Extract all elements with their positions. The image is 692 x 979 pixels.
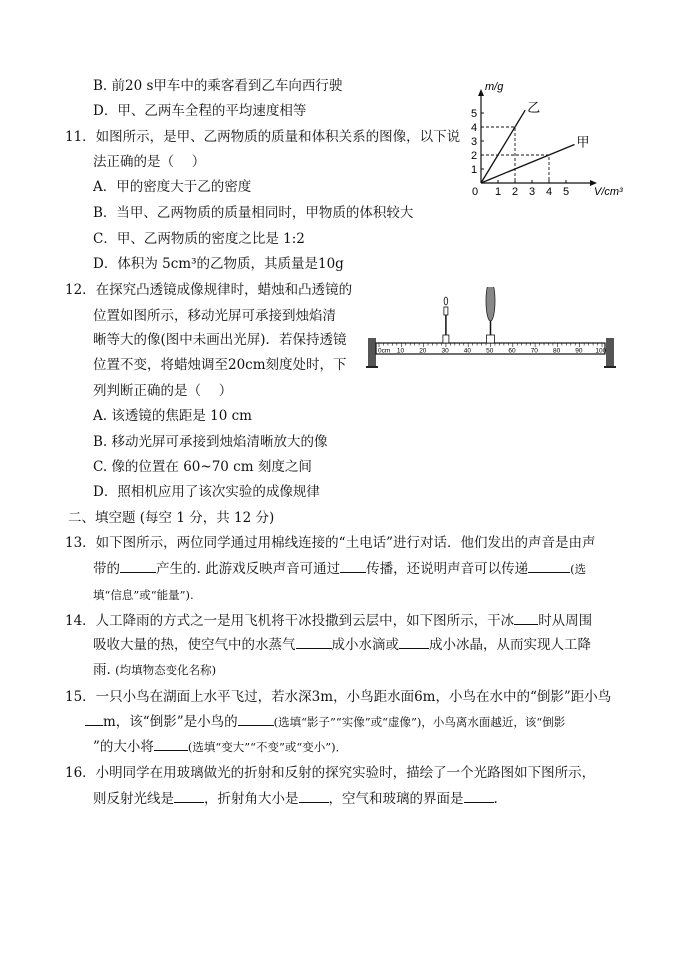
right-support [606, 338, 614, 367]
q16-blank-2[interactable] [299, 790, 329, 803]
q12-stem-line3: 晰等大的像(图中未画出光屏)．若保持透镜 [93, 332, 347, 348]
y-axis-arrow [478, 89, 484, 96]
q14-blank-1[interactable] [514, 612, 538, 625]
q15-line2 [85, 713, 565, 731]
scale-tick-label: 70 [530, 347, 538, 355]
scale-tick-label: 10 [396, 347, 405, 355]
convex-lens [486, 287, 495, 321]
q12-stem-line2: 位置如图所示，移动光屏可承接到烛焰清 [93, 308, 336, 324]
q11-stem-line2: 法正确的是（ ） [93, 154, 206, 170]
q11-option-b: B．当甲、乙两物质的质量相同时，甲物质的体积较大 [93, 205, 414, 221]
q14-text-a: 14．人工降雨的方式之一是用飞机将干冰投撒到云层中，如下图所示，干冰 [65, 613, 515, 629]
series-label: 甲 [576, 134, 590, 150]
scale-tick-label: 50 [486, 347, 494, 355]
q13-line2 [93, 560, 586, 578]
x-tick-label: 0 [472, 186, 479, 198]
q11-stem-line1: 11．如图所示，是甲、乙两物质的质量和体积关系的图像，以下说 [65, 129, 461, 145]
option-b-prev: B. 前20 s甲车中的乘客看到乙车向西行驶 [93, 78, 343, 94]
q14-text-b: 时从周围 [538, 613, 593, 629]
q13-text-a: 带的 [93, 561, 120, 577]
series-label: 乙 [527, 100, 541, 116]
q15-blank-3[interactable] [154, 738, 188, 751]
series-line-yi [481, 110, 525, 183]
q15-line3 [93, 738, 347, 756]
scale-tick-label: 20 [419, 347, 427, 355]
q14-line1 [65, 612, 592, 630]
q14-line2 [93, 636, 591, 654]
q13-text-d: (选 [570, 562, 587, 576]
q12-stem-line5: 列判断正确的是（ ） [93, 383, 233, 399]
q16-text-d: . [493, 791, 498, 807]
candle-body [444, 307, 448, 315]
q15-line1: 15．一只小鸟在湖面上水平飞过，若水深3m，小鸟距水面6m，小鸟在水中的“倒影”距小鸟 [65, 689, 612, 705]
y-tick-label: 5 [471, 108, 478, 120]
q12-option-c: C. 像的位置在 60~70 cm 刻度之间 [93, 459, 312, 475]
q15-text-d: (选填“变大”“不变”或“变小”)． [187, 740, 348, 754]
x-axis-label: V/cm³ [594, 186, 623, 198]
mass-volume-graph [455, 80, 630, 205]
y-tick-label: 1 [471, 164, 478, 176]
q11-option-a: A．甲的密度大于乙的密度 [93, 179, 252, 195]
q14-text-f: 雨. [93, 662, 116, 678]
lens-holder [487, 335, 495, 343]
scale-tick-label: 40 [463, 347, 472, 355]
q16-line1: 16．小明同学在用玻璃做光的折射和反射的探究实验时，描绘了一个光路图如下图所示， [65, 765, 596, 781]
candle-flame [444, 297, 448, 305]
scale-tick-label: 30 [441, 347, 449, 355]
q15-text-c: ”的大小将 [93, 739, 154, 755]
scale-tick-label: 80 [553, 347, 561, 355]
q14-line3 [93, 661, 216, 679]
q16-text-c: ，空气和玻璃的界面是 [328, 791, 464, 807]
option-d-prev: D．甲、乙两车全程的平均速度相等 [93, 103, 307, 119]
q14-text-g: (均填物态变化名称) [115, 663, 217, 677]
x-tick-label: 3 [529, 186, 536, 198]
q15-blank-1[interactable] [85, 713, 103, 726]
q16-blank-3[interactable] [464, 790, 494, 803]
optical-bench-figure [366, 287, 616, 372]
y-tick-label: 2 [471, 150, 478, 162]
q12-option-a: A. 该透镜的焦距是 10 cm [93, 408, 252, 424]
x-tick-label: 1 [495, 186, 502, 198]
q13-text-b: 产生的. 此游戏反映声音可通过 [156, 561, 341, 577]
q13-line1: 13．如下图所示，两位同学通过用棉线连接的“土电话”进行对话．他们发出的声音是由声 [65, 535, 596, 551]
x-tick-label: 5 [563, 186, 570, 198]
y-tick-label: 3 [471, 136, 478, 148]
q13-text-c: 传播，还说明声音可以传递 [366, 561, 529, 577]
left-support [368, 338, 376, 367]
q14-blank-3[interactable] [399, 636, 429, 649]
scale-zero-label: 0cm [378, 347, 391, 355]
x-tick-label: 4 [546, 186, 553, 198]
q13-line3: 填“信息”或“能量”). [93, 588, 194, 602]
q15-text-b: (选填“影子”“实像”或“虚像”)，小鸟离水面越近，该“倒影 [273, 715, 566, 729]
section-fill-in-heading: 二、填空题 (每空 1 分，共 12 分) [68, 510, 275, 526]
q14-text-c: 吸收大量的热，使空气中的水蒸气 [93, 637, 296, 653]
series-line-jia [481, 145, 575, 184]
q16-text-b: ，折射角大小是 [204, 791, 299, 807]
q16-text-a: 则反射光线是 [93, 791, 174, 807]
q16-line2 [93, 790, 498, 808]
y-axis-label: m/g [485, 81, 504, 93]
scale-tick-label: 100 [595, 347, 607, 355]
q12-option-d: D．照相机应用了该次实验的成像规律 [93, 484, 320, 500]
q15-blank-2[interactable] [238, 713, 274, 726]
q11-option-d: D．体积为 5cm³的乙物质，其质量是10g [93, 256, 344, 272]
q11-option-c: C．甲、乙两物质的密度之比是 1:2 [93, 231, 305, 247]
q14-text-e: 成小冰晶，从而实现人工降 [429, 637, 591, 653]
scale-tick-label: 60 [508, 347, 516, 355]
q13-blank-2[interactable] [340, 560, 366, 573]
q13-blank-1[interactable] [120, 560, 156, 573]
q12-stem-line1: 12．在探究凸透镜成像规律时，蜡烛和凸透镜的 [65, 282, 353, 298]
q12-option-b: B. 移动光屏可承接到烛焰清晰放大的像 [93, 434, 328, 450]
q14-blank-2[interactable] [296, 636, 332, 649]
q16-blank-1[interactable] [174, 790, 204, 803]
scale-tick-label: 90 [575, 347, 583, 355]
q12-stem-line4: 位置不变，将蜡烛调至20cm刻度处时，下 [93, 357, 347, 373]
q13-blank-3[interactable] [528, 560, 570, 573]
candle-holder [443, 335, 449, 343]
x-tick-label: 2 [512, 186, 519, 198]
q14-text-d: 成小水滴或 [331, 637, 399, 653]
y-tick-label: 4 [471, 122, 478, 134]
q15-text-a: m，该“倒影”是小鸟的 [103, 714, 238, 730]
